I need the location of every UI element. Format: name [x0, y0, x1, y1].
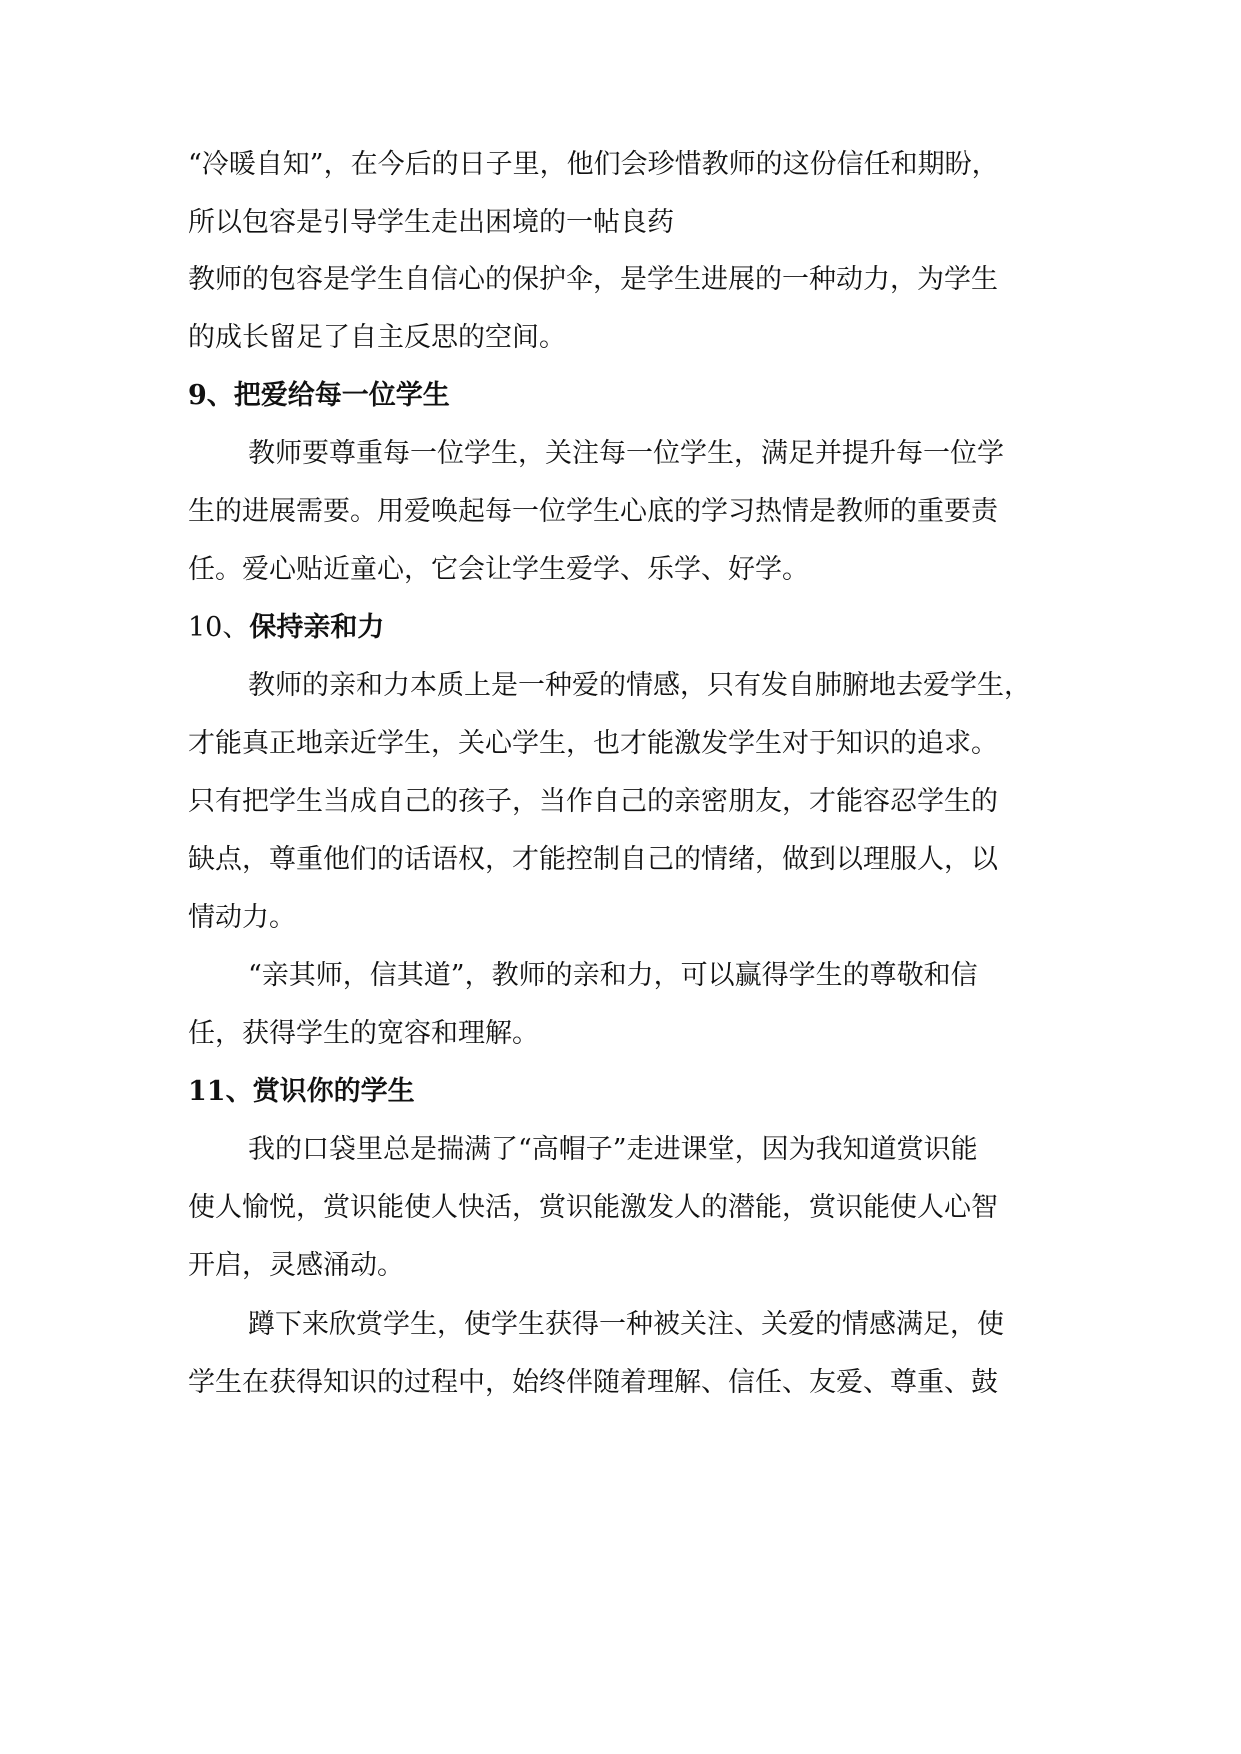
text-line: 教师的亲和力本质上是一种爱的情感，只有发自肺腑地去爱学生， [248, 670, 1031, 701]
section-number: 10、 [188, 612, 250, 643]
text-line: 缺点，尊重他们的话语权，才能控制自己的情绪，做到以理服人，以 [188, 844, 998, 875]
text-line: “冷暖自知”，在今后的日子里，他们会珍惜教师的这份信任和期盼， [188, 149, 999, 180]
section-heading-10 [188, 611, 384, 645]
text-line: “亲其师，信其道”，教师的亲和力，可以赢得学生的尊敬和信 [248, 960, 978, 991]
text-line: 教师要尊重每一位学生，关注每一位学生，满足并提升每一位学 [248, 438, 1004, 469]
text-line: 所以包容是引导学生走出困境的一帖良药 [188, 207, 674, 238]
section-heading-11: 11、赏识你的学生 [188, 1076, 415, 1107]
text-line: 教师的包容是学生自信心的保护伞，是学生进展的一种动力，为学生 [188, 264, 998, 295]
text-line: 我的口袋里总是揣满了“高帽子”走进课堂，因为我知道赏识能 [248, 1134, 978, 1165]
section-heading-9: 9、把爱给每一位学生 [188, 380, 450, 411]
section-title: 保持亲和力 [249, 612, 385, 643]
text-line: 蹲下来欣赏学生，使学生获得一种被关注、关爱的情感满足，使 [248, 1309, 1004, 1340]
text-line: 情动力。 [188, 902, 296, 933]
text-line: 任，获得学生的宽容和理解。 [188, 1018, 539, 1049]
text-line: 学生在获得知识的过程中，始终伴随着理解、信任、友爱、尊重、鼓 [188, 1367, 998, 1398]
text-line: 生的进展需要。用爱唤起每一位学生心底的学习热情是教师的重要责 [188, 496, 998, 527]
text-line: 任。爱心贴近童心，它会让学生爱学、乐学、好学。 [188, 554, 809, 585]
text-line: 使人愉悦，赏识能使人快活，赏识能激发人的潜能，赏识能使人心智 [188, 1192, 998, 1223]
text-line: 才能真正地亲近学生，关心学生，也才能激发学生对于知识的追求。 [188, 728, 998, 759]
text-line: 的成长留足了自主反思的空间。 [188, 322, 566, 353]
text-line: 只有把学生当成自己的孩子，当作自己的亲密朋友，才能容忍学生的 [188, 786, 998, 817]
text-line: 开启，灵感涌动。 [188, 1250, 404, 1281]
